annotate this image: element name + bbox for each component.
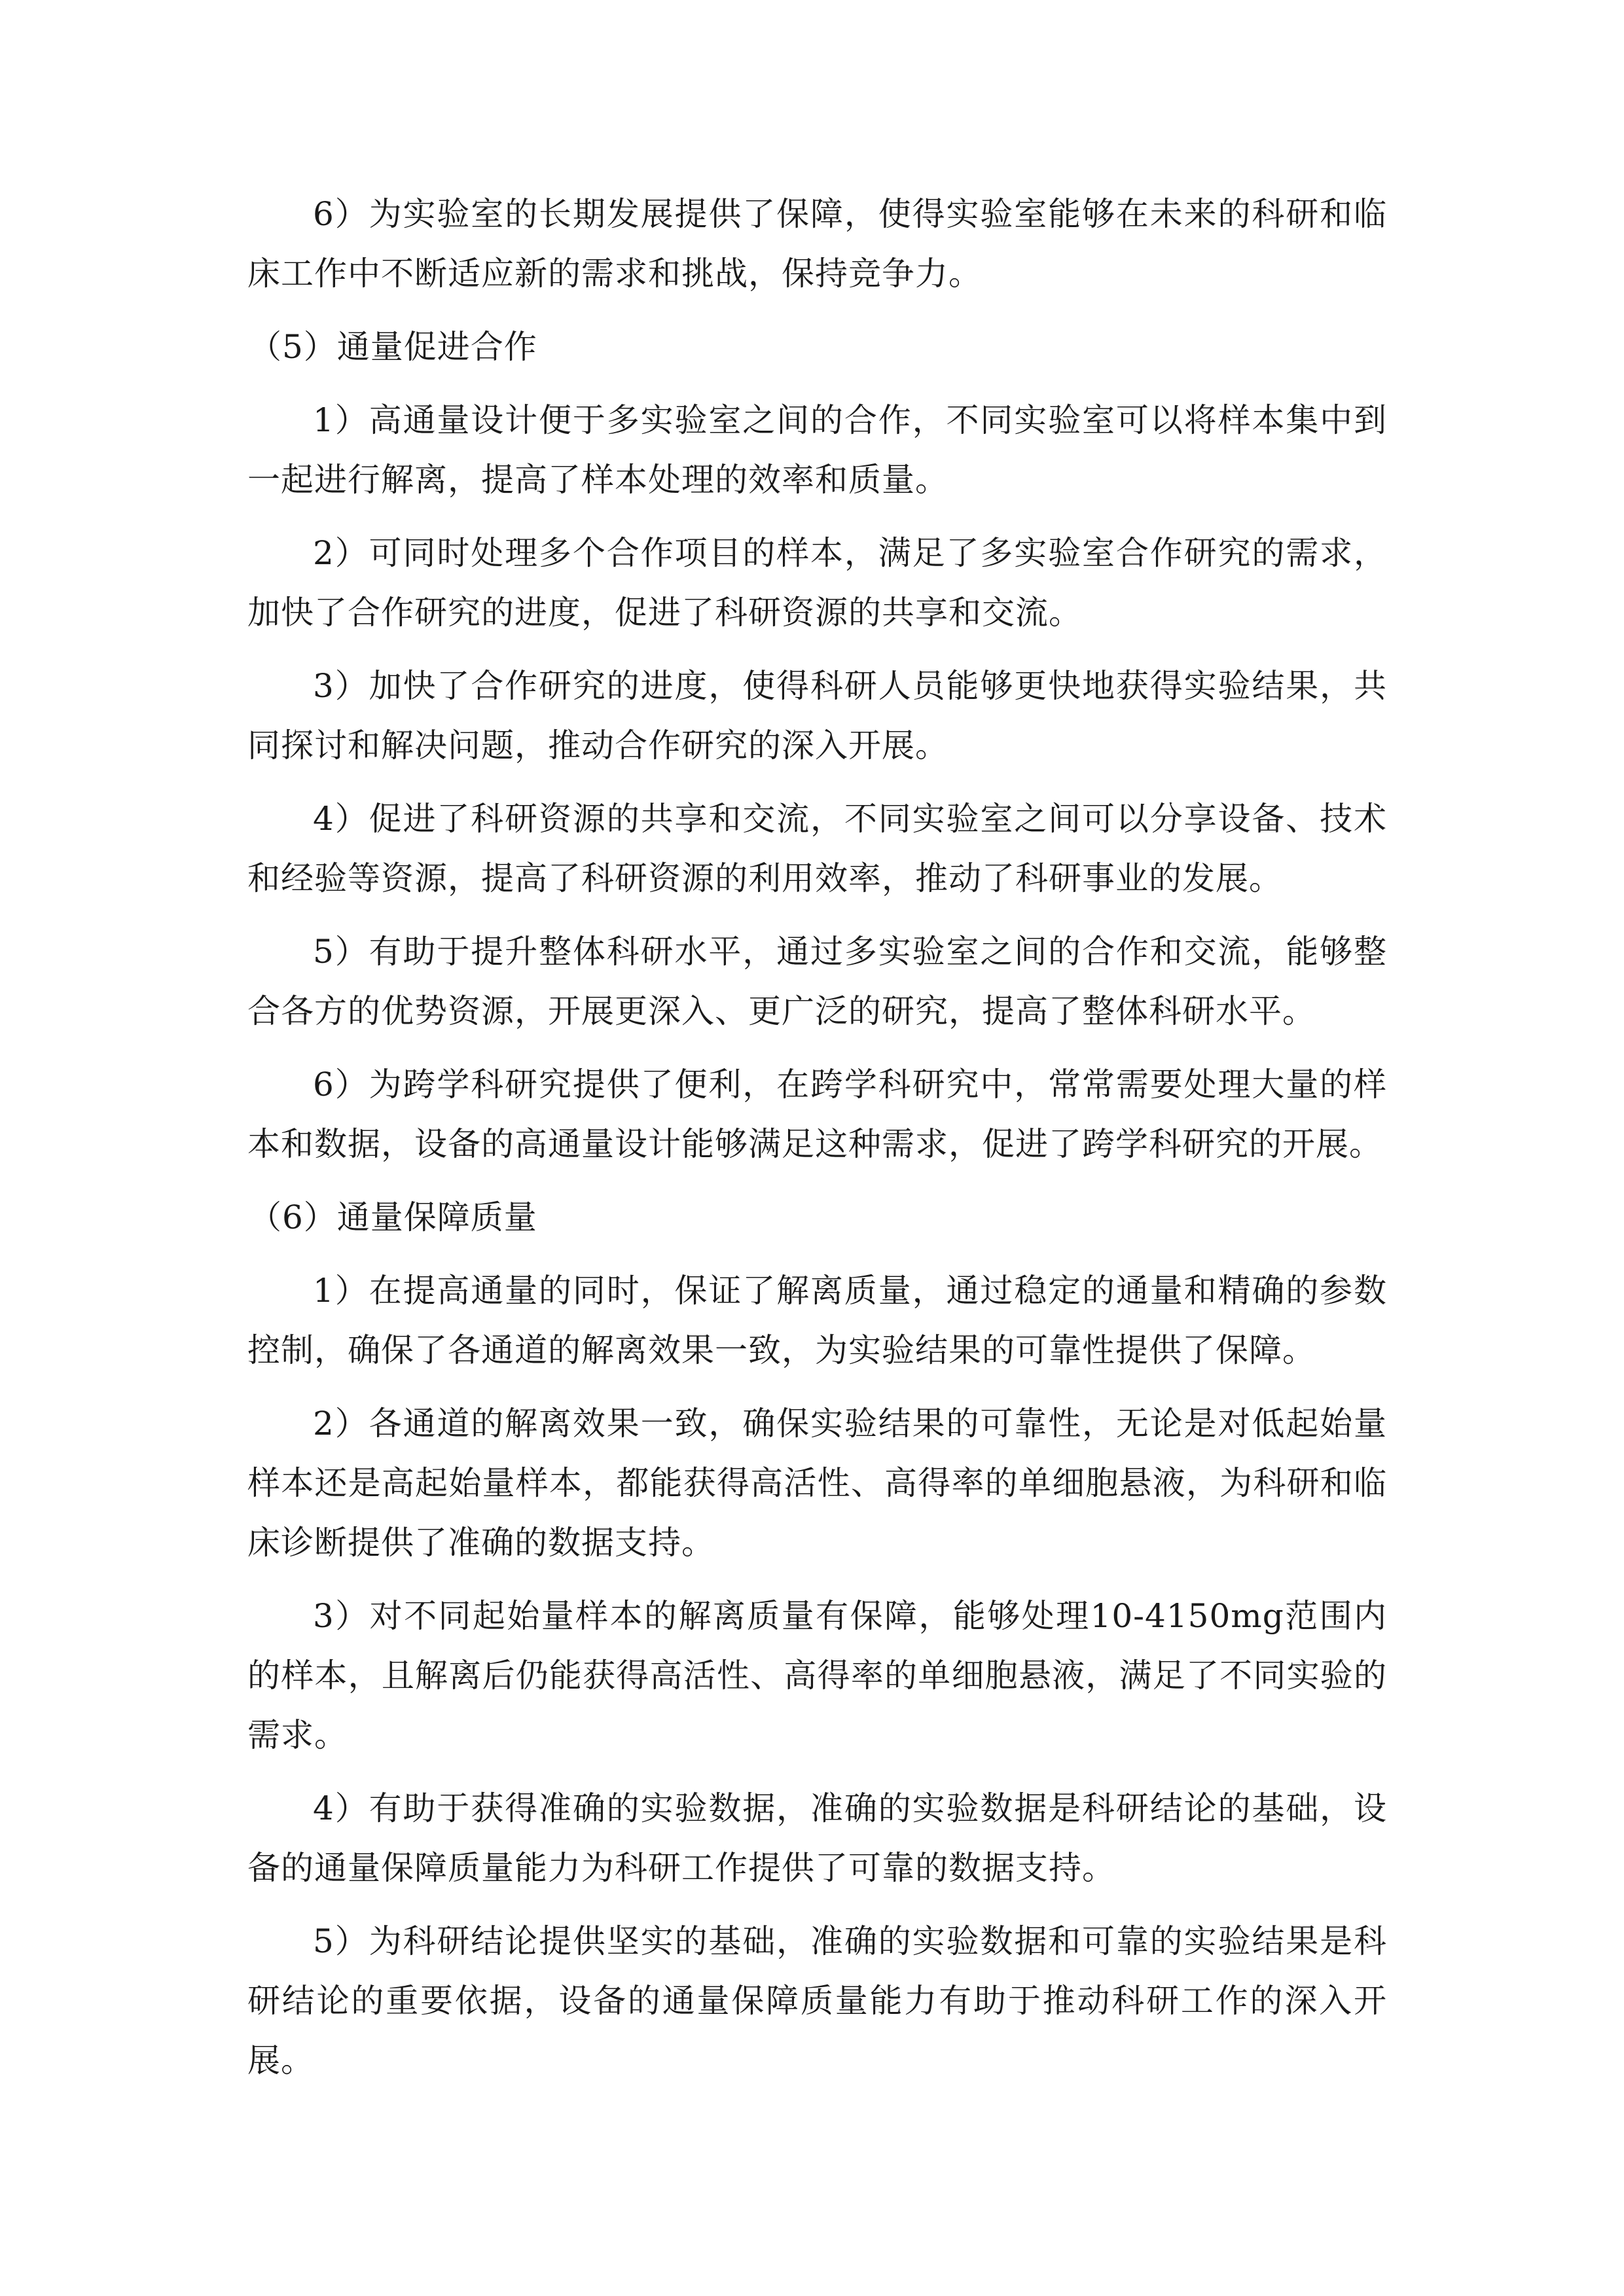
paragraph-quality-point-5: 5）为科研结论提供坚实的基础，准确的实验数据和可靠的实验结果是科研结论的重要依据，设备的通量保障质量能力有助于推动科研工作的深入开展。: [247, 1922, 1387, 2079]
paragraph-collab-point-4: 4）促进了科研资源的共享和交流，不同实验室之间可以分享设备、技术和经验等资源，提高了科研资源的利用效率，推动了科研事业的发展。: [247, 800, 1387, 897]
paragraph-collab-point-6: 6）为跨学科研究提供了便利，在跨学科研究中，常常需要处理大量的样本和数据，设备的高通量设计能够满足这种需求，促进了跨学科研究的开展。: [247, 1066, 1387, 1163]
paragraph-quality-point-3: 3）对不同起始量样本的解离质量有保障，能够处理10-4150mg范围内的样本，且解离后仍能获得高活性、高得率的单细胞悬液，满足了不同实验的需求。: [247, 1597, 1387, 1754]
paragraph-quality-point-1: 1）在提高通量的同时，保证了解离质量，通过稳定的通量和精确的参数控制，确保了各通道的解离效果一致，为实验结果的可靠性提供了保障。: [247, 1272, 1387, 1369]
section-heading-5-throughput-collaboration: （5）通量促进合作: [249, 328, 537, 366]
paragraph-collab-point-1: 1）高通量设计便于多实验室之间的合作，不同实验室可以将样本集中到一起进行解离，提高了样本处理的效率和质量。: [247, 401, 1387, 499]
paragraph-point-6-lab-development: 6）为实验室的长期发展提供了保障，使得实验室能够在未来的科研和临床工作中不断适应新的需求和挑战，保持竞争力。: [247, 195, 1387, 293]
paragraph-quality-point-4: 4）有助于获得准确的实验数据，准确的实验数据是科研结论的基础，设备的通量保障质量能力为科研工作提供了可靠的数据支持。: [247, 1789, 1387, 1887]
paragraph-quality-point-2: 2）各通道的解离效果一致，确保实验结果的可靠性，无论是对低起始量样本还是高起始量样本，都能获得高活性、高得率的单细胞悬液，为科研和临床诊断提供了准确的数据支持。: [247, 1405, 1387, 1562]
paragraph-collab-point-5: 5）有助于提升整体科研水平，通过多实验室之间的合作和交流，能够整合各方的优势资源，开展更深入、更广泛的研究，提高了整体科研水平。: [247, 933, 1387, 1030]
section-heading-6-throughput-quality: （6）通量保障质量: [249, 1198, 537, 1236]
paragraph-collab-point-2: 2）可同时处理多个合作项目的样本，满足了多实验室合作研究的需求，加快了合作研究的进度，促进了科研资源的共享和交流。: [247, 534, 1387, 632]
paragraph-collab-point-3: 3）加快了合作研究的进度，使得科研人员能够更快地获得实验结果，共同探讨和解决问题，推动合作研究的深入开展。: [247, 667, 1387, 764]
